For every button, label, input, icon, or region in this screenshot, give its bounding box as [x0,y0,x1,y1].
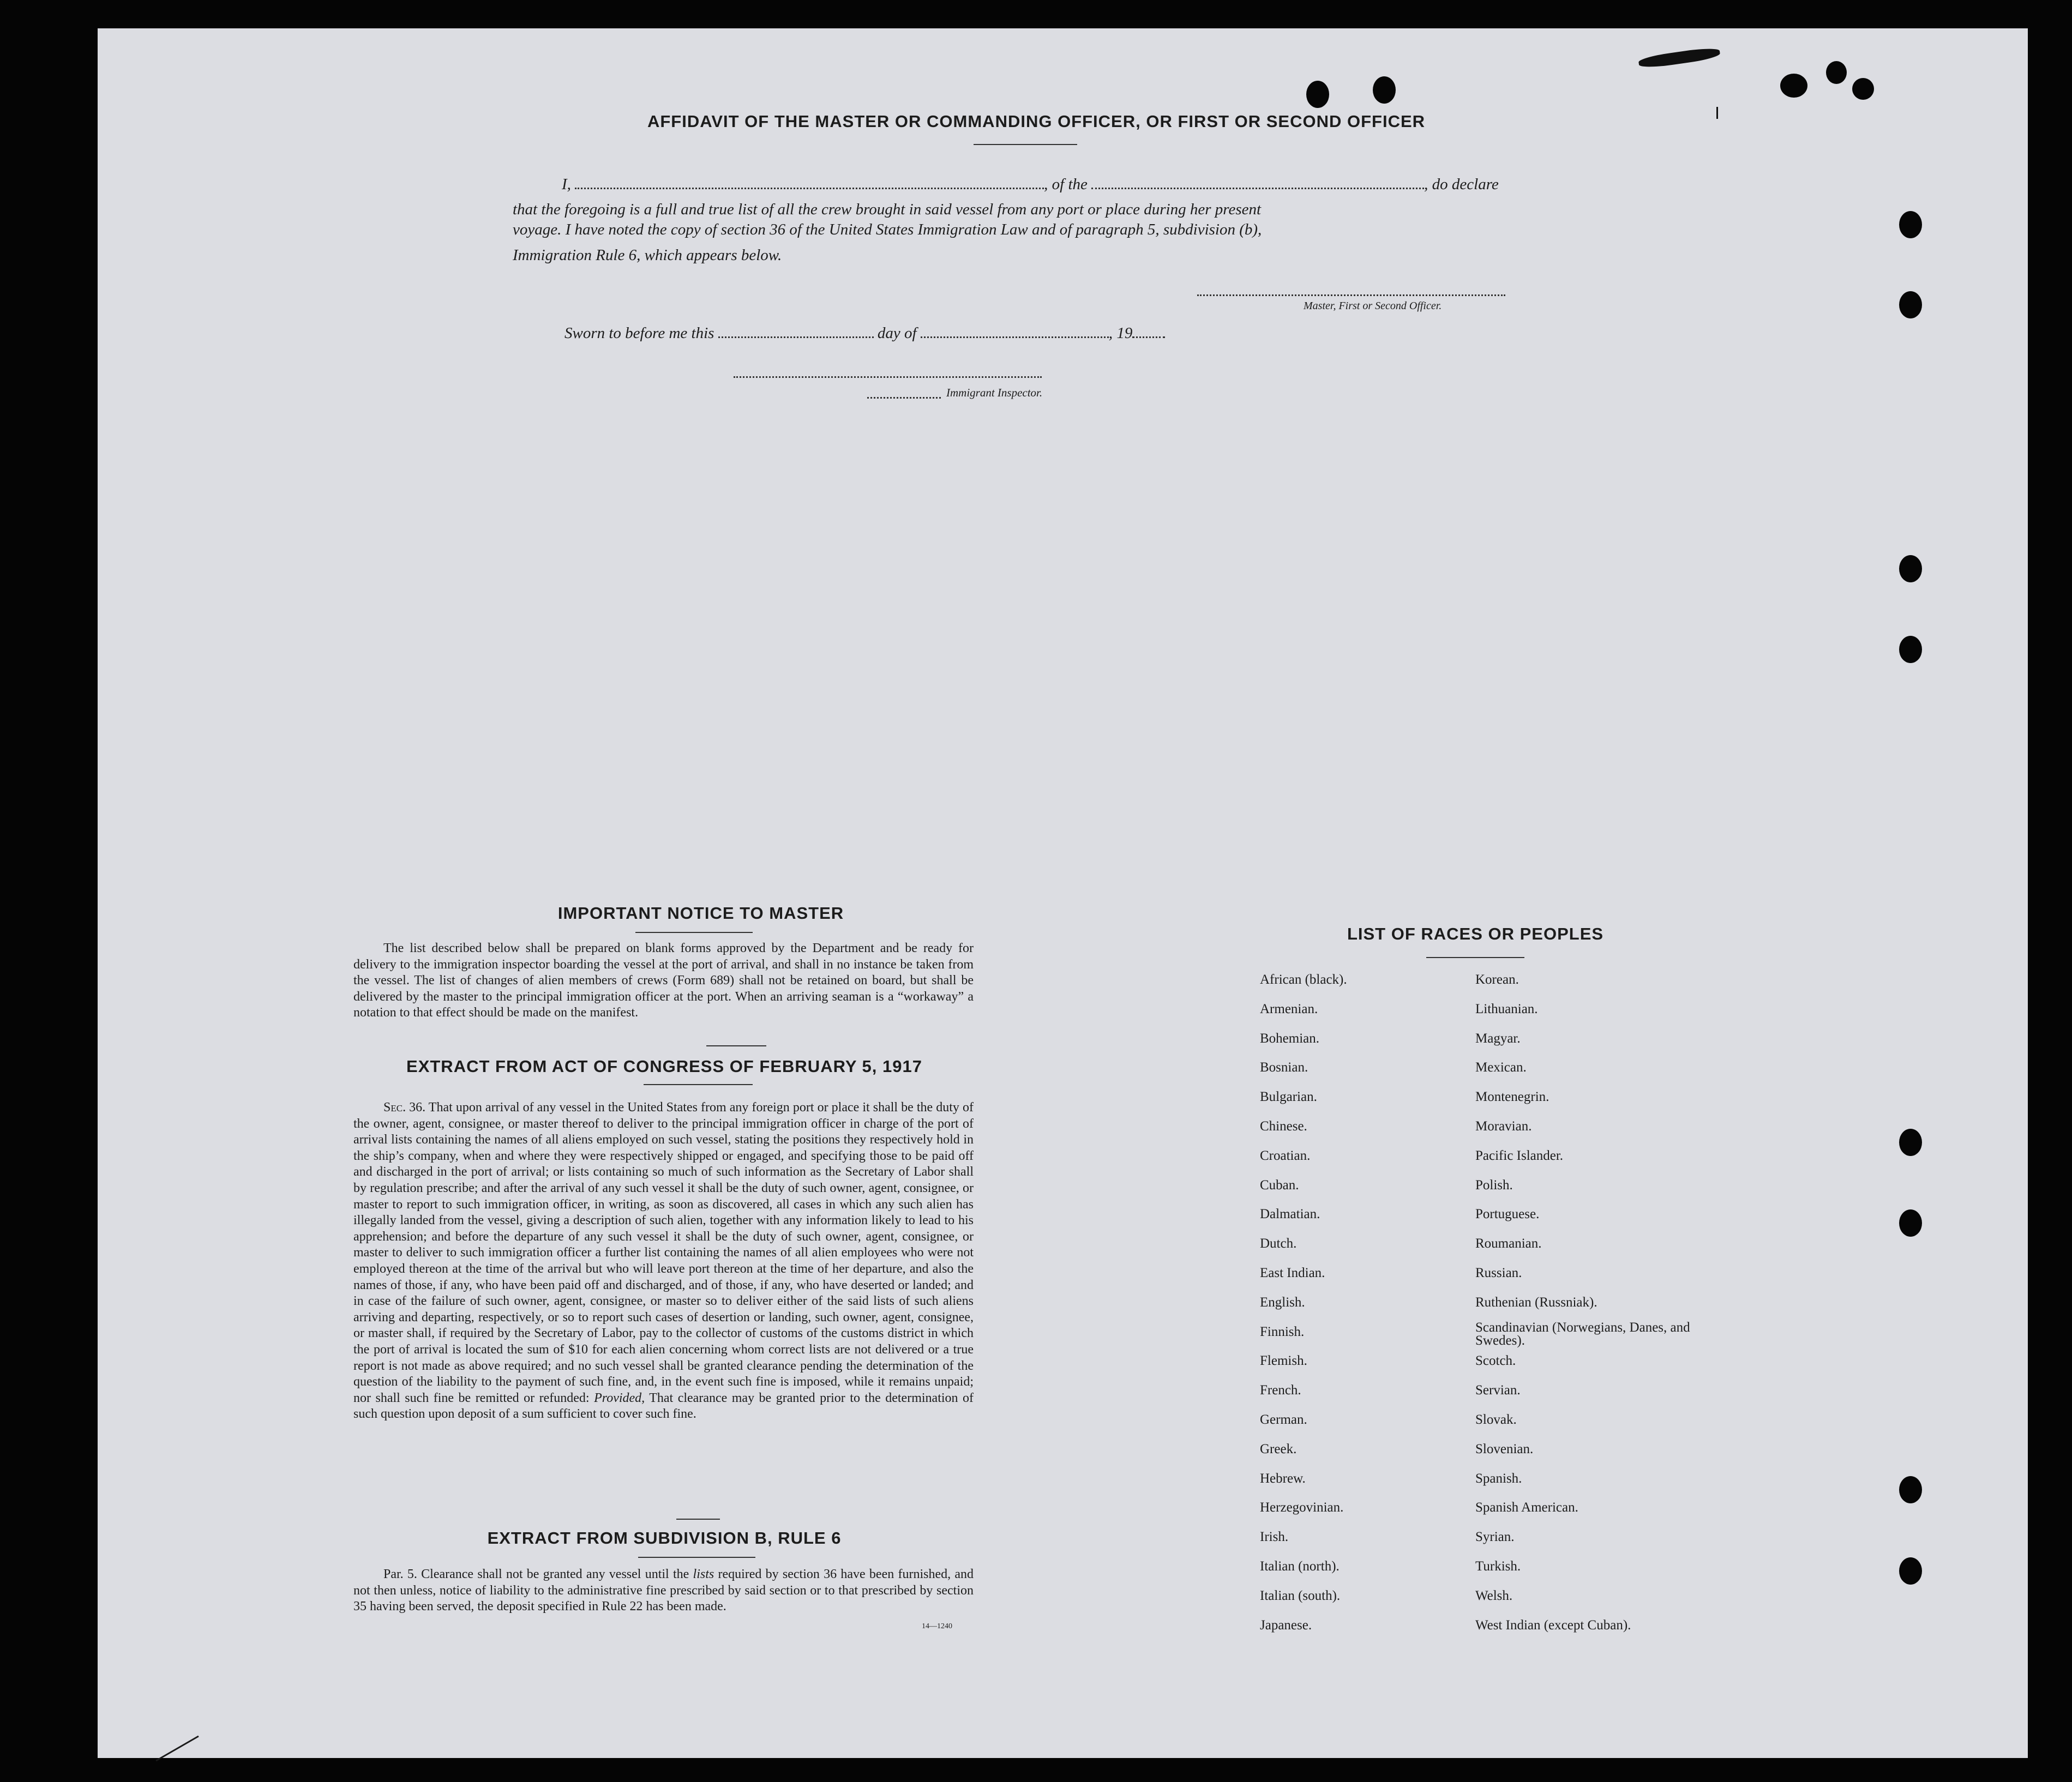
lists-word: lists [693,1567,714,1581]
officer-name-blank[interactable] [575,176,1044,189]
race-item: Turkish. [1475,1558,1521,1574]
race-item: Portuguese. [1475,1207,1540,1222]
title-underline [644,1084,753,1085]
month-blank[interactable] [921,324,1109,338]
punch-hole [1852,78,1874,100]
officer-signature-line[interactable] [1197,294,1505,296]
day-of-label: day of [877,324,917,342]
affidavit-i-label: I, [562,176,571,193]
race-item: Bohemian. [1260,1031,1320,1046]
race-item: Herzegovinian. [1260,1500,1344,1515]
race-item: Hebrew. [1260,1471,1306,1486]
race-item: Lithuanian. [1475,1001,1538,1016]
title-underline [974,144,1077,145]
race-item: Russian. [1475,1265,1522,1280]
affidavit-line2: that the foregoing is a full and true list of all the crew brought in said vessel from any port or place during her present [513,201,1262,218]
document-page [98,28,2028,1758]
punch-hole [1899,211,1922,238]
punch-hole [1780,74,1807,98]
vessel-name-blank[interactable] [1091,176,1424,189]
provided-word: Provided, [594,1390,645,1405]
inspector-prefix-blank[interactable] [867,397,941,399]
race-item: Magyar. [1475,1031,1521,1046]
rule-text-2: required by section 36 have been furnished, and not then unless, notice of liability to the administrative fine prescribed by said section or to that prescribed by section 35 having been served, the deposit specified in Rule 22 has been made. [353,1567,974,1614]
race-item: Dalmatian. [1260,1207,1320,1222]
race-item: Italian (south). [1260,1588,1341,1603]
rule-text-1: Par. 5. Clearance shall not be granted any vessel until the [383,1567,689,1581]
year-blank[interactable] [1132,324,1165,338]
do-declare-label: , do declare [1424,176,1499,193]
race-item: Greek. [1260,1441,1297,1456]
race-item: Irish. [1260,1530,1289,1545]
race-item: Cuban. [1260,1177,1299,1193]
race-item: Scotch. [1475,1353,1516,1369]
race-item: German. [1260,1412,1307,1427]
form-number: 14—1240 [922,1622,952,1630]
officer-label: Master, First or Second Officer. [1304,300,1442,312]
inspector-label: Immigrant Inspector. [946,386,1043,399]
sworn-line [564,324,1165,342]
notice-title: IMPORTANT NOTICE TO MASTER [557,904,844,923]
of-the-label: , of the [1044,176,1088,193]
race-item: Italian (north). [1260,1558,1340,1574]
race-item: Spanish. [1475,1471,1522,1486]
race-item: Armenian. [1260,1001,1318,1016]
race-item: Bulgarian. [1260,1089,1317,1105]
race-item: Moravian. [1475,1118,1532,1134]
race-item: Korean. [1475,972,1519,987]
act-text-1: That upon arrival of any vessel in the United States from any foreign port or place it shall be the duty of the owner, agent, consignee, or master thereof to deliver to the principal immigration officer in charge of the port of arrival lists containing the names of all aliens employed on such vessel, stating the positions they respectively hold in the ship’s company, when and where they were respectively shipped or engaged, and specifying those to be paid off and discharged in the port of arrival; or lists containing so much of such information as the Secretary of Labor shall by regulation prescribe; and after the arrival of any such vessel it shall be the duty of such owner, agent, consignee, or master to report to such immigration officer, in writing, as soon as discovered, all cases in which any such alien has illegally landed from the vessel, giving a description of such alien, together with any information likely to lead to his apprehension; and before the departure of any such vessel it shall be the duty of such owner, agent, consignee, or master to deliver to such immigration officer a further list containing the names of all alien employees who were not employed thereon at the time of the arrival but who will leave port thereon at the time of her departure, and also the names of those, if any, who have been paid off and discharged, and of those, if any, who have deserted or landed; and in case of the failure of such owner, agent, consignee, or master so to deliver either of the said lists of such aliens arriving and departing, respectively, or so to report such cases of desertion or landing, such owner, agent, consignee, or master shall, if required by the Secretary of Labor, pay to the collector of customs of the customs district in which the port of arrival is located the sum of $10 for each alien concerning whom correct lists are not delivered or a true report is not made as above required; and no such vessel shall be granted clearance pending the determination of the question of the liability to the payment of such fine, and, in the event such fine is imposed, while it remains unpaid; nor shall such fine be remitted or refunded: [353,1100,974,1405]
race-item: Finnish. [1260,1324,1305,1339]
punch-hole [1899,636,1922,663]
ink-mark [1716,107,1718,119]
race-item: Dutch. [1260,1236,1297,1251]
race-item: English. [1260,1295,1305,1310]
sworn-label: Sworn to before me this [564,324,714,342]
punch-hole [1899,291,1922,318]
race-item: Montenegrin. [1475,1089,1550,1105]
race-item: Pacific Islander. [1475,1148,1564,1163]
affidavit-line3: voyage. I have noted the copy of section 36 of the United States Immigration Law and of paragraph 5, subdivision (b), [513,221,1262,238]
race-item: West Indian (except Cuban). [1475,1617,1631,1633]
title-underline [638,1557,755,1558]
race-item: Polish. [1475,1177,1513,1193]
act-text-2: That clearance may be granted prior to the determination of such question upon deposit of a sum sufficient to cover such fine. [353,1390,974,1422]
inspector-signature-line[interactable] [734,376,1042,378]
rule-title: EXTRACT FROM SUBDIVISION B, RULE 6 [487,1528,842,1548]
races-title: LIST OF RACES OR PEOPLES [1347,924,1604,943]
affidavit-line1 [562,176,1499,194]
race-item: Scandinavian (Norwegians, Danes, and Swedes). [1475,1320,1690,1348]
race-item: Welsh. [1475,1588,1513,1603]
year-prefix-label: , 19 [1108,324,1133,342]
punch-hole [1899,1476,1922,1503]
race-item: Bosnian. [1260,1060,1308,1075]
race-item: Ruthenian (Russniak). [1475,1295,1597,1310]
title-underline [635,932,753,933]
race-item: Croatian. [1260,1148,1311,1163]
section-label: Sec. 36. [383,1100,426,1115]
race-item: Flemish. [1260,1353,1307,1369]
notice-body: The list described below shall be prepared on blank forms approved by the Department and be ready for delivery to the immigration inspector boarding the vessel at the port of arrival, and shall in no instance be taken from the vessel. The list of changes of alien members of crews (Form 689) shall not be retained on board, but shall be delivered by the master to the principal immigration officer at the port. When an arriving seaman is a “workaway” a notation to that effect should be made on the manifest. [353,941,974,1020]
race-item: Slovak. [1475,1412,1517,1427]
race-item: Slovenian. [1475,1441,1534,1456]
rule-body [353,1567,974,1615]
races-list [1260,972,1691,1647]
affidavit-title: AFFIDAVIT OF THE MASTER OR COMMANDING OFFICER, OR FIRST OR SECOND OFFICER [647,112,1426,131]
act-title: EXTRACT FROM ACT OF CONGRESS OF FEBRUARY 5, 1917 [406,1057,922,1076]
race-item: Japanese. [1260,1617,1312,1633]
divider [706,1045,766,1046]
race-item: Spanish American. [1475,1500,1578,1515]
affidavit-line4: Immigration Rule 6, which appears below. [513,246,782,264]
punch-hole [1899,1557,1922,1585]
punch-hole [1373,76,1396,104]
race-item: African (black). [1260,972,1347,987]
race-item: Servian. [1475,1383,1521,1398]
punch-hole [1899,555,1922,582]
punch-hole [1899,1129,1922,1156]
punch-hole [1899,1209,1922,1237]
race-item: Syrian. [1475,1530,1515,1545]
race-item: Chinese. [1260,1118,1307,1134]
divider [676,1519,720,1520]
race-item: East Indian. [1260,1265,1325,1280]
race-item: French. [1260,1383,1301,1398]
punch-hole [1306,81,1329,108]
day-blank[interactable] [718,324,874,338]
act-body [353,1100,974,1423]
race-item: Mexican. [1475,1060,1527,1075]
punch-hole [1826,61,1847,84]
title-underline [1426,957,1524,958]
race-item: Roumanian. [1475,1236,1542,1251]
